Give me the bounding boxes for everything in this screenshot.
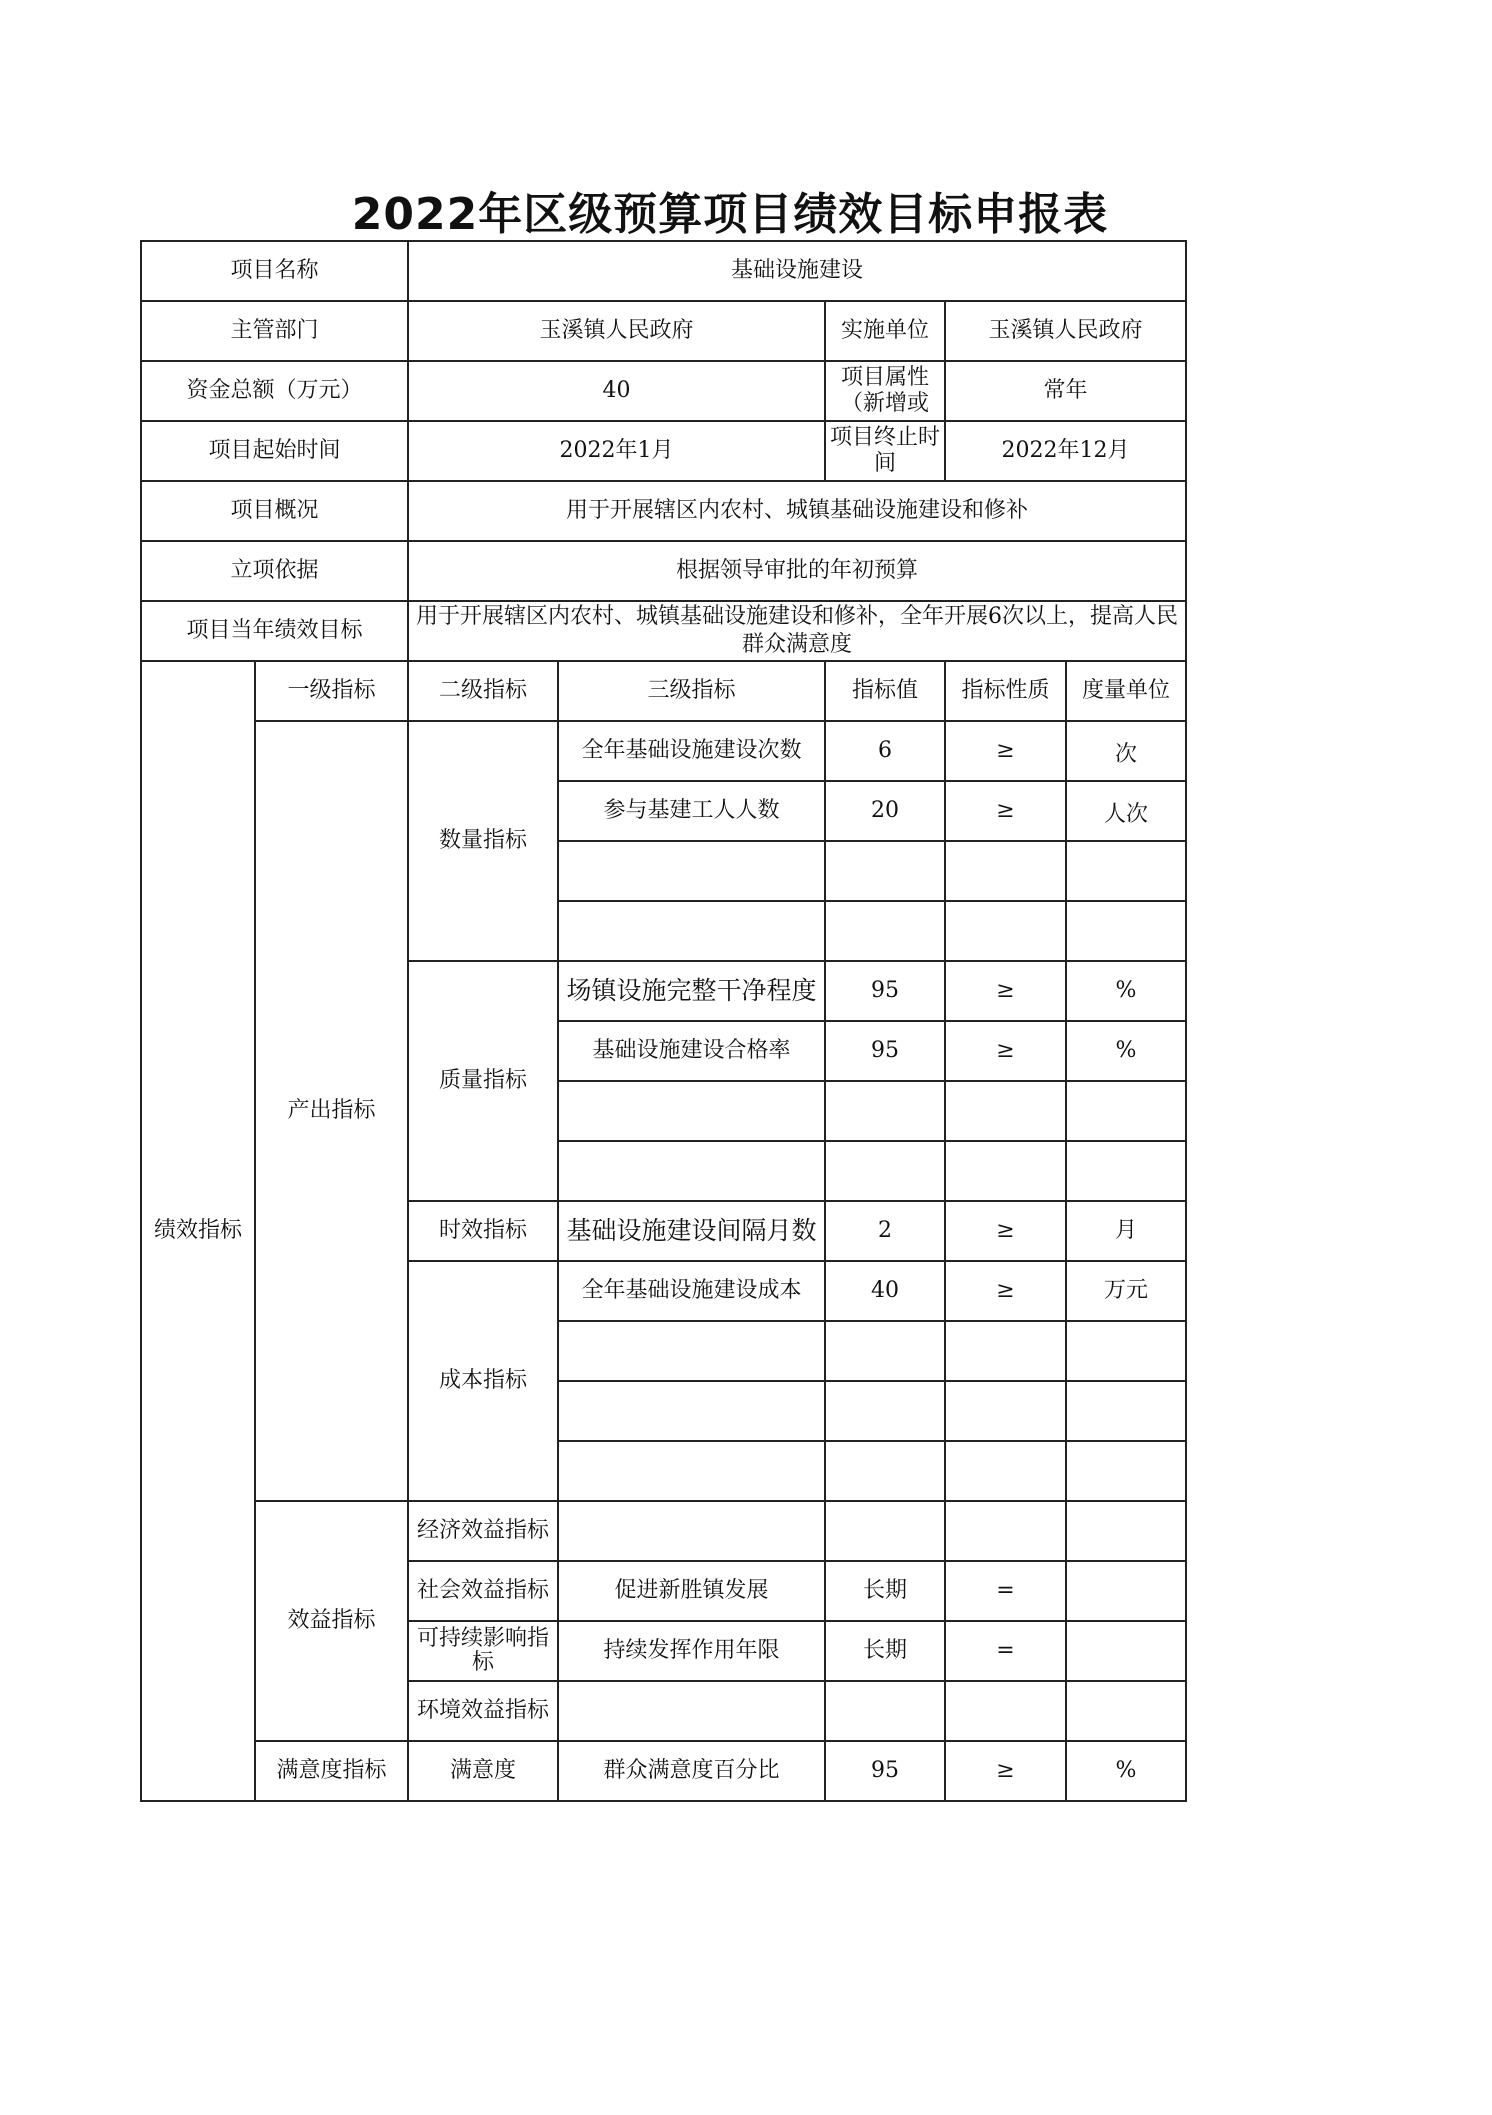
benefit-group-label: 效益指标	[255, 1501, 408, 1741]
table-row	[141, 721, 1186, 781]
cost-subgroup-label: 成本指标	[408, 1261, 558, 1501]
page-title: 2022年区级预算项目绩效目标申报表	[351, 189, 1109, 240]
empty-cell	[945, 1441, 1066, 1501]
indicator-nature: ≥	[945, 1261, 1066, 1321]
indicator-unit: 次	[1066, 721, 1186, 781]
row-basis	[141, 541, 1186, 601]
empty-cell	[558, 1141, 825, 1201]
indicator-unit: 人次	[1066, 781, 1186, 841]
indicator-nature: ≥	[945, 781, 1066, 841]
timeliness-subgroup-label: 时效指标	[408, 1201, 558, 1261]
empty-cell	[1066, 1681, 1186, 1741]
sustainable-subgroup-label: 可持续影响指标	[408, 1621, 558, 1681]
quantity-subgroup-label: 数量指标	[408, 721, 558, 961]
satisfaction-subgroup-label: 满意度	[408, 1741, 558, 1801]
empty-cell	[558, 901, 825, 961]
overview-label: 项目概况	[141, 481, 408, 541]
funds-label: 资金总额（万元）	[141, 361, 408, 421]
indicator-unit	[1066, 1621, 1186, 1681]
indicator-unit: 万元	[1066, 1261, 1186, 1321]
project-name-value: 基础设施建设	[408, 241, 1186, 301]
row-overview	[141, 481, 1186, 541]
row-dept	[141, 301, 1186, 361]
indicator-unit: %	[1066, 961, 1186, 1021]
funds-value: 40	[408, 361, 825, 421]
output-group-label: 产出指标	[255, 721, 408, 1501]
empty-cell	[945, 901, 1066, 961]
indicator-value: 2	[825, 1201, 945, 1261]
indicator-nature: ≥	[945, 1201, 1066, 1261]
empty-cell	[825, 1141, 945, 1201]
empty-cell	[945, 1681, 1066, 1741]
indicator-nature: ≥	[945, 961, 1066, 1021]
row-dates	[141, 421, 1186, 481]
indicator-unit: %	[1066, 1021, 1186, 1081]
indicator-name: 全年基础设施建设成本	[558, 1261, 825, 1321]
empty-cell	[558, 1381, 825, 1441]
indicator-name: 全年基础设施建设次数	[558, 721, 825, 781]
dept-label: 主管部门	[141, 301, 408, 361]
empty-cell	[1066, 1141, 1186, 1201]
empty-cell	[1066, 1321, 1186, 1381]
empty-cell	[558, 1321, 825, 1381]
table-row	[141, 1741, 1186, 1801]
empty-cell	[825, 1321, 945, 1381]
indicator-nature: =	[945, 1561, 1066, 1621]
empty-cell	[558, 1681, 825, 1741]
project-name-label: 项目名称	[141, 241, 408, 301]
header-level3: 三级指标	[558, 661, 825, 721]
empty-cell	[825, 1501, 945, 1561]
empty-cell	[945, 1501, 1066, 1561]
attr-label: 项目属性（新增或	[825, 361, 945, 421]
indicator-value: 6	[825, 721, 945, 781]
environment-subgroup-label: 环境效益指标	[408, 1681, 558, 1741]
header-value: 指标值	[825, 661, 945, 721]
indicator-unit: 月	[1066, 1201, 1186, 1261]
header-level1: 一级指标	[255, 661, 408, 721]
indicator-name: 持续发挥作用年限	[558, 1621, 825, 1681]
goal-label: 项目当年绩效目标	[141, 601, 408, 661]
indicator-value: 95	[825, 961, 945, 1021]
indicator-name: 场镇设施完整干净程度	[558, 961, 825, 1021]
indicator-nature: ≥	[945, 721, 1066, 781]
row-project-name	[141, 241, 1186, 301]
attr-value: 常年	[945, 361, 1186, 421]
header-unit: 度量单位	[1066, 661, 1186, 721]
indicator-nature: ≥	[945, 1021, 1066, 1081]
empty-cell	[945, 1141, 1066, 1201]
quality-subgroup-label: 质量指标	[408, 961, 558, 1201]
empty-cell	[945, 1081, 1066, 1141]
economic-subgroup-label: 经济效益指标	[408, 1501, 558, 1561]
empty-cell	[558, 841, 825, 901]
basis-value: 根据领导审批的年初预算	[408, 541, 1186, 601]
end-label: 项目终止时间	[825, 421, 945, 481]
goal-value: 用于开展辖区内农村、城镇基础设施建设和修补，全年开展6次以上，提高人民群众满意度	[408, 601, 1186, 661]
end-value: 2022年12月	[945, 421, 1186, 481]
satisfaction-group-label: 满意度指标	[255, 1741, 408, 1801]
empty-cell	[1066, 901, 1186, 961]
indicator-value: 长期	[825, 1561, 945, 1621]
indicator-value: 95	[825, 1741, 945, 1801]
perf-indicator-label: 绩效指标	[141, 661, 255, 1801]
empty-cell	[1066, 1441, 1186, 1501]
header-level2: 二级指标	[408, 661, 558, 721]
indicator-unit: %	[1066, 1741, 1186, 1801]
row-funds	[141, 361, 1186, 421]
performance-form-table	[140, 240, 1187, 1802]
empty-cell	[1066, 841, 1186, 901]
empty-cell	[825, 1681, 945, 1741]
indicator-name: 基础设施建设间隔月数	[558, 1201, 825, 1261]
indicator-unit	[1066, 1561, 1186, 1621]
empty-cell	[945, 1381, 1066, 1441]
empty-cell	[558, 1441, 825, 1501]
empty-cell	[1066, 1501, 1186, 1561]
indicator-name: 群众满意度百分比	[558, 1741, 825, 1801]
indicator-nature: ≥	[945, 1741, 1066, 1801]
indicator-name: 促进新胜镇发展	[558, 1561, 825, 1621]
empty-cell	[1066, 1081, 1186, 1141]
social-subgroup-label: 社会效益指标	[408, 1561, 558, 1621]
indicator-value: 40	[825, 1261, 945, 1321]
indicator-nature: =	[945, 1621, 1066, 1681]
overview-value: 用于开展辖区内农村、城镇基础设施建设和修补	[408, 481, 1186, 541]
header-nature: 指标性质	[945, 661, 1066, 721]
basis-label: 立项依据	[141, 541, 408, 601]
start-label: 项目起始时间	[141, 421, 408, 481]
empty-cell	[825, 901, 945, 961]
impl-label: 实施单位	[825, 301, 945, 361]
empty-cell	[825, 1381, 945, 1441]
indicator-name: 参与基建工人人数	[558, 781, 825, 841]
dept-value: 玉溪镇人民政府	[408, 301, 825, 361]
indicator-header-row	[141, 661, 1186, 721]
indicator-name: 基础设施建设合格率	[558, 1021, 825, 1081]
indicator-value: 95	[825, 1021, 945, 1081]
indicator-value: 20	[825, 781, 945, 841]
row-goal	[141, 601, 1186, 661]
empty-cell	[558, 1501, 825, 1561]
start-value: 2022年1月	[408, 421, 825, 481]
empty-cell	[825, 1441, 945, 1501]
empty-cell	[945, 1321, 1066, 1381]
empty-cell	[1066, 1381, 1186, 1441]
empty-cell	[825, 1081, 945, 1141]
table-row	[141, 1501, 1186, 1561]
empty-cell	[825, 841, 945, 901]
indicator-value: 长期	[825, 1621, 945, 1681]
empty-cell	[945, 841, 1066, 901]
impl-value: 玉溪镇人民政府	[945, 301, 1186, 361]
empty-cell	[558, 1081, 825, 1141]
